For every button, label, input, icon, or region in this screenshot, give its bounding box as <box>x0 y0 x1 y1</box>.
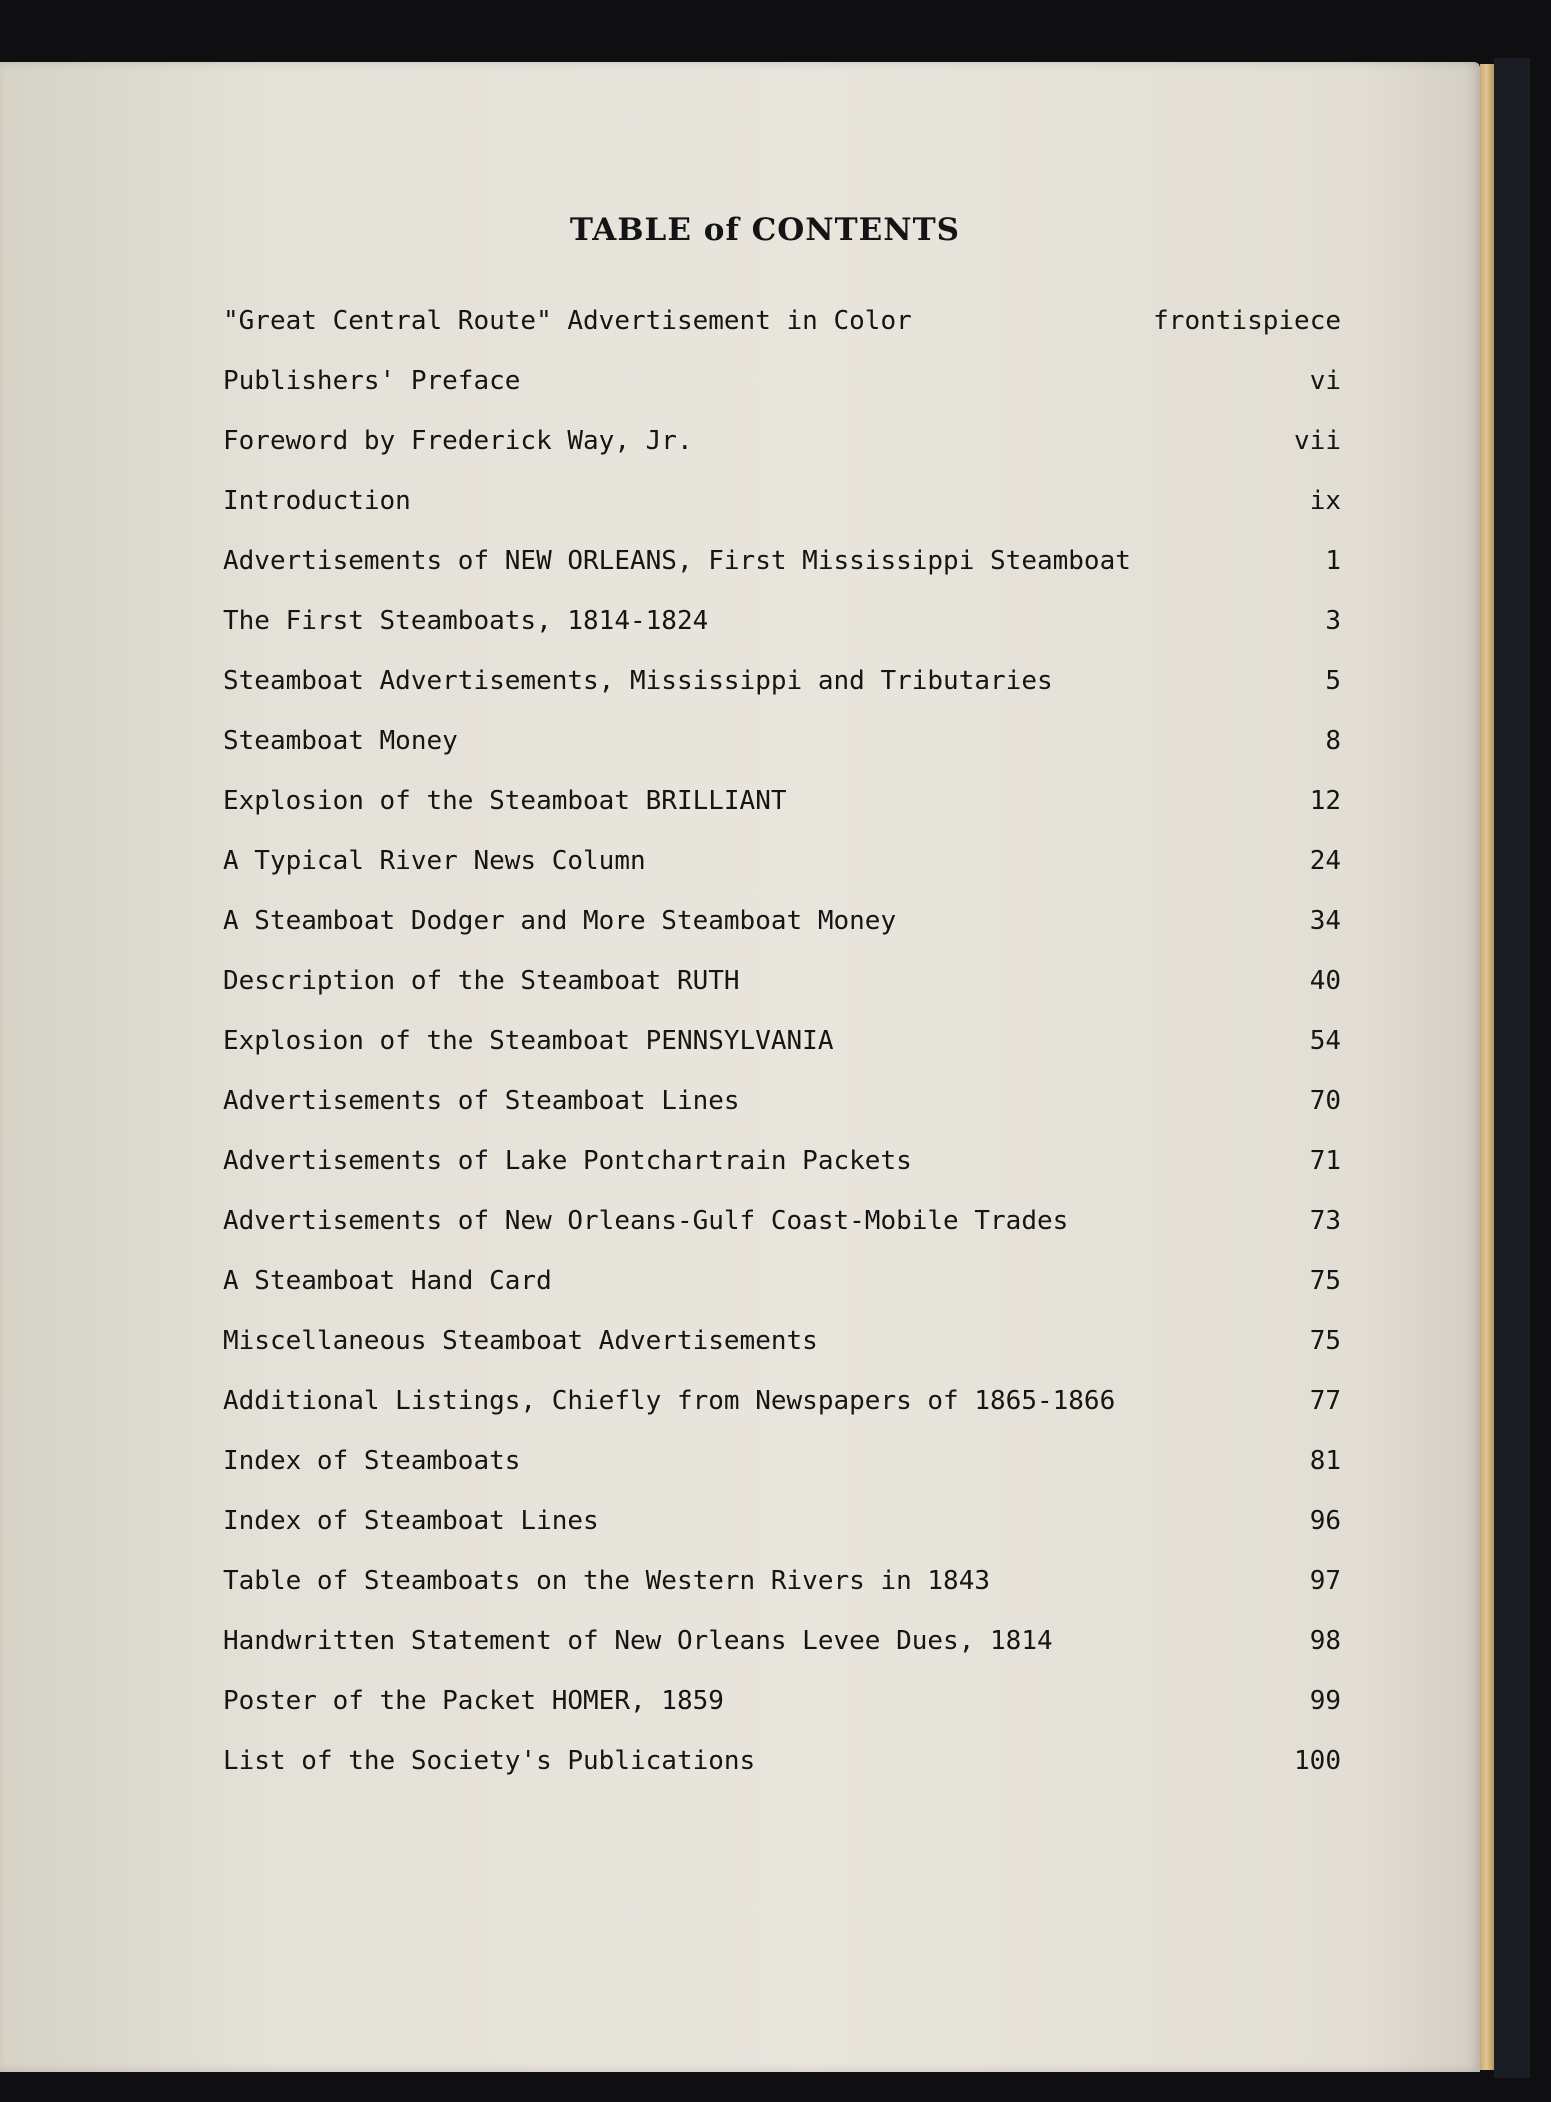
toc-entry-title: Foreword by Frederick Way, Jr. <box>223 426 693 456</box>
toc-entry-title: Index of Steamboats <box>223 1446 521 1476</box>
toc-entry <box>223 726 1341 786</box>
toc-entry <box>223 1026 1341 1086</box>
toc-entry-page: 71 <box>1309 1146 1341 1176</box>
toc-entry-page: 40 <box>1309 966 1341 996</box>
toc-entry <box>223 1086 1341 1146</box>
toc-entry-title: Advertisements of Lake Pontchartrain Packets <box>223 1146 912 1176</box>
toc-entry-page: 77 <box>1309 1386 1341 1416</box>
toc-entry-page: 24 <box>1309 846 1341 876</box>
toc-entry-page: 75 <box>1309 1266 1341 1296</box>
toc-entry-title: Description of the Steamboat RUTH <box>223 966 740 996</box>
toc-entry-page: frontispiece <box>1153 306 1341 336</box>
toc-entry <box>223 1146 1341 1206</box>
toc-entry-title: Introduction <box>223 486 411 516</box>
toc-entry-title: Miscellaneous Steamboat Advertisements <box>223 1326 818 1356</box>
page-edges <box>1480 64 1494 2070</box>
toc-entry-title: A Steamboat Dodger and More Steamboat Money <box>223 906 897 936</box>
toc-entry-title: Advertisements of New Orleans-Gulf Coast-Mobile Trades <box>223 1206 1069 1236</box>
toc-entry <box>223 1326 1341 1386</box>
toc-entry-page: 100 <box>1294 1746 1341 1776</box>
toc-entry-page: 70 <box>1309 1086 1341 1116</box>
toc-entry-page: 54 <box>1309 1026 1341 1056</box>
toc-entry <box>223 486 1341 546</box>
toc-entry-page: 75 <box>1309 1326 1341 1356</box>
toc-entry-page: 97 <box>1309 1566 1341 1596</box>
toc-entry <box>223 606 1341 666</box>
toc-entry <box>223 966 1341 1026</box>
toc-entry-title: Explosion of the Steamboat BRILLIANT <box>223 786 787 816</box>
toc-entry-page: 98 <box>1309 1626 1341 1656</box>
toc-entry-title: Steamboat Money <box>223 726 458 756</box>
toc-entry <box>223 1206 1341 1266</box>
toc-entry <box>223 366 1341 426</box>
toc-entry-page: 34 <box>1309 906 1341 936</box>
toc-entry-page: 96 <box>1309 1506 1341 1536</box>
toc-entry <box>223 666 1341 726</box>
toc-entry-page: 12 <box>1309 786 1341 816</box>
toc-entry-title: A Steamboat Hand Card <box>223 1266 552 1296</box>
toc-entry <box>223 306 1341 366</box>
toc-entry <box>223 1386 1341 1446</box>
book-cover-edge <box>1494 58 1530 2078</box>
toc-entry <box>223 846 1341 906</box>
toc-entry-page: 5 <box>1325 666 1341 696</box>
toc-entry-title: Steamboat Advertisements, Mississippi and Tributaries <box>223 666 1053 696</box>
toc-entry-page: 99 <box>1309 1686 1341 1716</box>
toc-entry-page: 81 <box>1309 1446 1341 1476</box>
toc-entry-title: Publishers' Preface <box>223 366 521 396</box>
toc-entry-page: 8 <box>1325 726 1341 756</box>
toc-entry-page: 1 <box>1325 546 1341 576</box>
toc-entry <box>223 1686 1341 1746</box>
toc-entry-title: Handwritten Statement of New Orleans Levee Dues, 1814 <box>223 1626 1053 1656</box>
toc-entry <box>223 1266 1341 1326</box>
toc-entry-page: vi <box>1309 366 1341 396</box>
toc-entry <box>223 1746 1341 1806</box>
toc-entry-title: Advertisements of Steamboat Lines <box>223 1086 740 1116</box>
toc-entry-title: List of the Society's Publications <box>223 1746 756 1776</box>
toc-entry-title: Explosion of the Steamboat PENNSYLVANIA <box>223 1026 834 1056</box>
toc-entry <box>223 1446 1341 1506</box>
toc-entry-title: Table of Steamboats on the Western Rivers in 1843 <box>223 1566 991 1596</box>
toc-entry-title: "Great Central Route" Advertisement in Color <box>223 306 912 336</box>
page-title: TABLE of CONTENTS <box>569 212 961 248</box>
toc-entry-title: Poster of the Packet HOMER, 1859 <box>223 1686 724 1716</box>
toc-entry <box>223 1626 1341 1686</box>
toc-entry <box>223 906 1341 966</box>
toc-entry <box>223 546 1341 606</box>
toc-entry <box>223 426 1341 486</box>
table-of-contents <box>223 306 1341 1806</box>
toc-entry-title: A Typical River News Column <box>223 846 646 876</box>
toc-entry-title: Advertisements of NEW ORLEANS, First Mississippi Steamboat <box>223 546 1131 576</box>
toc-entry-page: ix <box>1309 486 1341 516</box>
toc-entry <box>223 786 1341 846</box>
toc-entry-title: The First Steamboats, 1814-1824 <box>223 606 709 636</box>
toc-entry <box>223 1506 1341 1566</box>
toc-entry-page: 73 <box>1309 1206 1341 1236</box>
toc-entry-page: vii <box>1294 426 1341 456</box>
toc-entry <box>223 1566 1341 1626</box>
toc-entry-title: Additional Listings, Chiefly from Newspapers of 1865-1866 <box>223 1386 1116 1416</box>
toc-entry-page: 3 <box>1325 606 1341 636</box>
toc-entry-title: Index of Steamboat Lines <box>223 1506 599 1536</box>
